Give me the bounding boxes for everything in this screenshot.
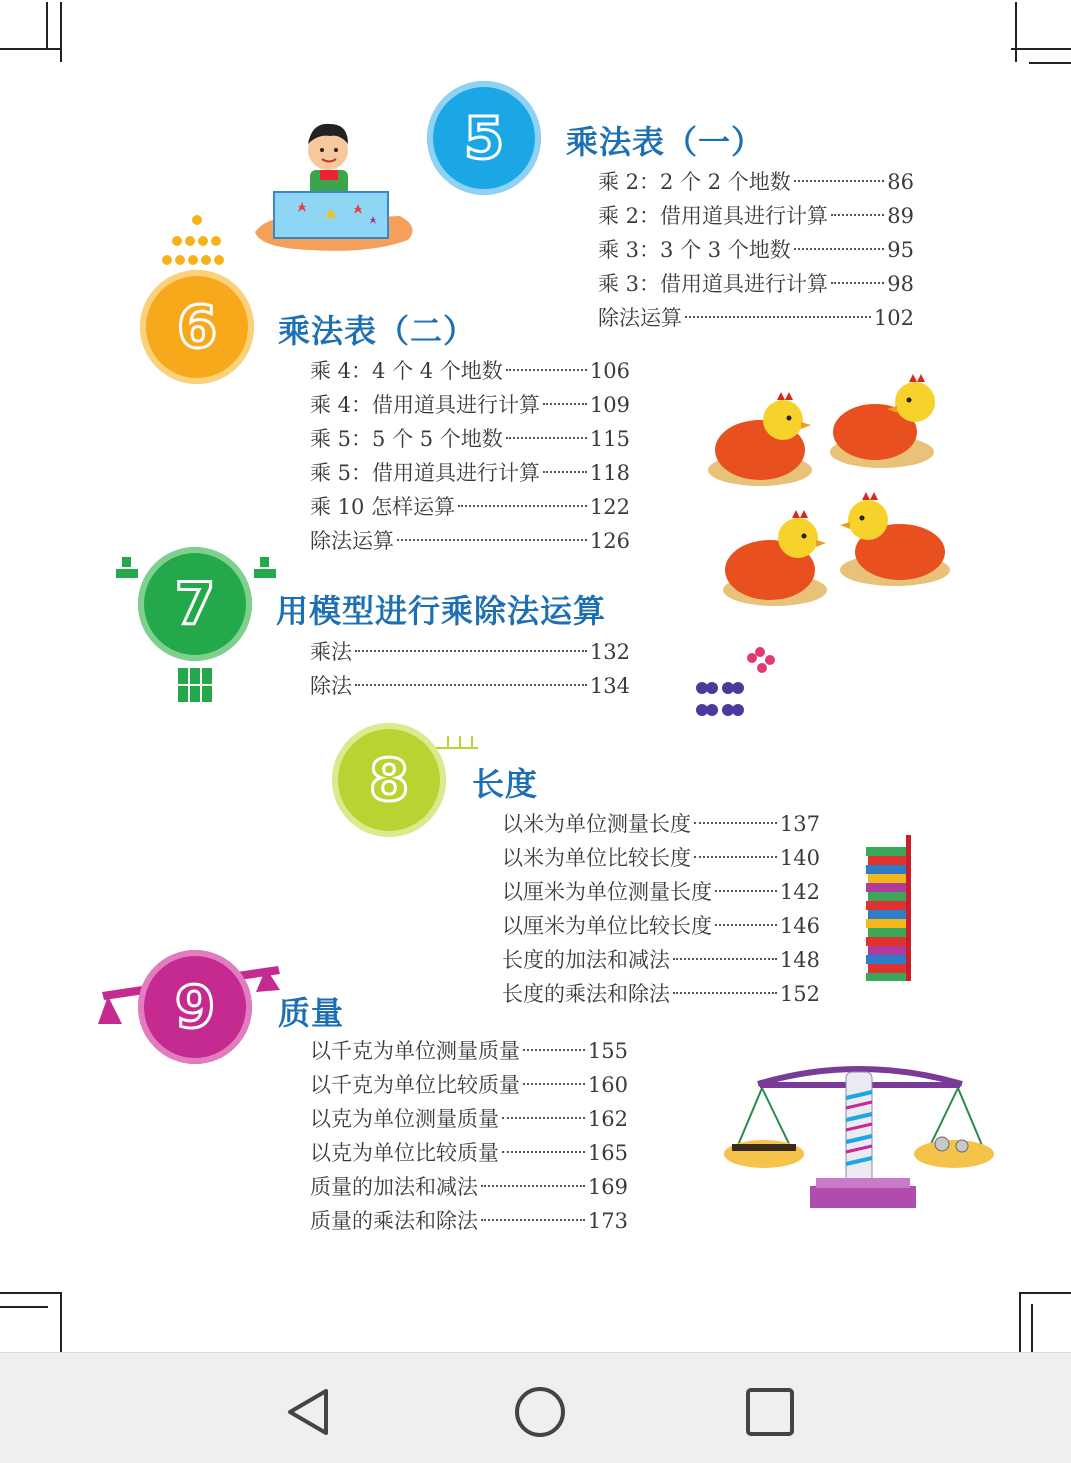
toc-entry[interactable]: 乘 10 怎样运算 122 (310, 495, 630, 519)
toc-entry[interactable]: 乘 5：5 个 5 个地数 115 (310, 427, 630, 451)
toc-entry[interactable]: 除法运算 126 (310, 529, 630, 553)
toc-entry[interactable]: 乘 2：2 个 2 个地数 86 (598, 170, 914, 194)
boy-with-tank-illustration (250, 112, 420, 257)
unit-9-toc (310, 1034, 628, 1238)
flowers-illustration (690, 640, 785, 725)
toc-entry[interactable]: 以厘米为单位测量长度 142 (502, 880, 820, 904)
unit-7-number-circle: 7 (138, 547, 252, 661)
book-stack-illustration (862, 835, 918, 985)
toc-entry[interactable]: 乘 4：4 个 4 个地数 106 (310, 359, 630, 383)
hens-illustration (705, 370, 960, 610)
toc-entry[interactable]: 以克为单位测量质量 162 (310, 1107, 628, 1131)
crop-mark-top-right (1011, 2, 1071, 62)
unit-5-title[interactable]: 乘法表（一） (566, 123, 765, 161)
toc-entry[interactable]: 质量的加法和减法 169 (310, 1175, 628, 1199)
toc-entry[interactable]: 乘 3：3 个 3 个地数 95 (598, 238, 914, 262)
toc-entry[interactable]: 以厘米为单位比较长度 146 (502, 914, 820, 938)
ruler-icon (436, 734, 481, 750)
unit-6-toc (310, 354, 630, 558)
toc-entry[interactable]: 质量的乘法和除法 173 (310, 1209, 628, 1233)
toc-entry[interactable]: 长度的乘法和除法 152 (502, 982, 820, 1006)
toc-entry[interactable]: 乘法 132 (310, 640, 630, 664)
circle-home-icon[interactable] (513, 1385, 567, 1439)
toc-entry[interactable]: 长度的加法和减法 148 (502, 948, 820, 972)
toc-entry[interactable]: 以千克为单位测量质量 155 (310, 1039, 628, 1063)
toc-entry[interactable]: 以米为单位测量长度 137 (502, 812, 820, 836)
unit-8-number-circle: 8 (332, 723, 446, 837)
unit-9-number-circle: 9 (138, 950, 252, 1064)
unit-7-title[interactable]: 用模型进行乘除法运算 (276, 592, 607, 630)
toc-entry[interactable]: 乘 3：借用道具进行计算 98 (598, 272, 914, 296)
balance-scale-illustration (722, 1058, 994, 1218)
toc-entry[interactable]: 除法运算 102 (598, 306, 914, 330)
unit-5-toc (598, 165, 914, 335)
toc-entry[interactable]: 除法 134 (310, 674, 630, 698)
toc-entry[interactable]: 乘 4：借用道具进行计算 109 (310, 393, 630, 417)
toc-entry[interactable]: 以千克为单位比较质量 160 (310, 1073, 628, 1097)
unit-8-toc (502, 807, 820, 1011)
square-recents-icon[interactable] (743, 1385, 797, 1439)
crop-mark-bottom-right (1011, 1290, 1071, 1350)
crop-mark-bottom-left (0, 1290, 60, 1350)
unit-6-title[interactable]: 乘法表（二） (278, 312, 477, 350)
dots-pyramid-icon (160, 212, 234, 268)
toc-entry[interactable]: 以克为单位比较质量 165 (310, 1141, 628, 1165)
unit-8-title[interactable]: 长度 (472, 765, 539, 803)
crop-mark-top-left (0, 2, 60, 62)
toc-entry[interactable]: 乘 2：借用道具进行计算 89 (598, 204, 914, 228)
system-navigation-bar (0, 1352, 1071, 1463)
unit-7-toc (310, 635, 630, 703)
toc-entry[interactable]: 以米为单位比较长度 140 (502, 846, 820, 870)
toc-entry[interactable]: 乘 5：借用道具进行计算 118 (310, 461, 630, 485)
unit-5-number-circle: 5 (427, 81, 541, 195)
unit-9-title[interactable]: 质量 (278, 994, 345, 1032)
triangle-back-icon[interactable] (282, 1385, 336, 1439)
unit-6-number-circle: 6 (140, 270, 254, 384)
